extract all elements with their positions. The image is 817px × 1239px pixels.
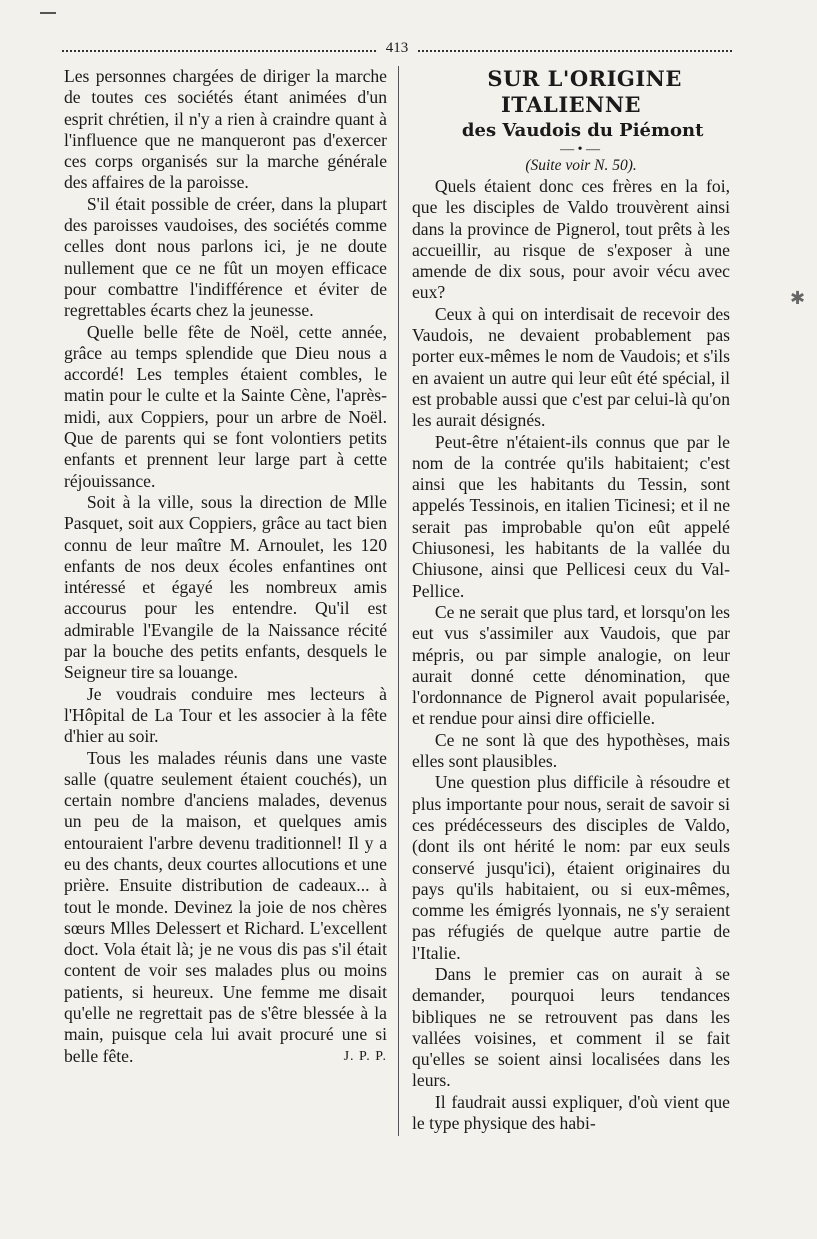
title-separator: — • — — [560, 142, 601, 157]
continuation-note: (Suite voir N. 50). — [525, 157, 637, 174]
left-paragraph: Les personnes chargées de diriger la marche de toutes ces sociétés étant animées d'un esprit chrétien, il n'y a rien à craindre quant à l'influence que ne manqueront pas d'exercer ces corps organisés sur la marche générale des affaires de la paroisse. — [64, 66, 387, 193]
right-paragraph: Ce ne serait que plus tard, et lorsqu'on les eut vus s'assimiler aux Vaudois, que par mépris, ou par simple analogie, on leur aurait donné cette dénomination, que l'ordonnance de Pignerol avait popularisée, et rendue pour ainsi dire officielle. — [412, 601, 730, 729]
left-paragraph-last — [64, 748, 387, 1067]
left-column — [64, 66, 387, 1067]
left-paragraph: Je voudrais conduire mes lecteurs à l'Hôpital de La Tour et les associer à la fête d'hier au soir. — [64, 683, 387, 747]
right-paragraph: Quels étaient donc ces frères en la foi, que les disciples de Valdo trouvèrent ainsi dans la province de Pignerol, tout prêts à les accueillir, au risque de s'exposer à une amende de dix sous, pour avoir vécu avec eux? — [412, 176, 730, 303]
right-column — [412, 66, 730, 1134]
left-paragraph-text: Tous les malades réunis dans une vaste salle (quatre seulement étaient couchés), un certain nombre d'anciens malades, devenus un peu de la maison, et quelques amis entouraient l'arbre devenu traditionnel! Il y a eu des chants, deux courtes allocutions et une prière. Ensuite distribution de cadeaux... à tout le monde. Devinez la joie de nos chères sœurs Mlles Delessert et Richard. L'excellent doct. Vola était là; je ne vous dis pas s'il était content de voir ses malades plus ou moins patients, si heureux. Une femme me disait qu'elle ne regrettait pas de s'être blessée à la main, puisque cela lui avait procuré une si belle fête. — [64, 747, 387, 1066]
scan-speck: ✱ — [790, 288, 806, 309]
left-paragraph: Soit à la ville, sous la direction de Mlle Pasquet, soit aux Coppiers, grâce au tact bien connu de leur maître M. Arnoulet, les 120 enfants de nos deux écoles enfantines ont intéressé et égayé les nombreux amis accourus pour les entendre. Qu'il est admirable l'Evangile de la Naissance récité par la bouche des petits enfants, desquels le Seigneur tire sa louange. — [64, 491, 387, 683]
signature: J. P. P. — [343, 1048, 387, 1064]
header-rule-left — [62, 50, 376, 52]
article-title: SUR L'ORIGINE ITALIENNE — [487, 66, 682, 117]
right-paragraph: Une question plus difficile à résoudre et plus importante pour nous, serait de savoir si ces prédécesseurs des disciples de Valdo, (dont ils ont hérité le nom: par eux seuls conservé jusqu'ici), étaient originaires du pays qu'ils habitaient, ou si eux-mêmes, comme les émigrés lyonnais, ne s'y seraient pas réfugiés de quelque autre partie de l'Italie. — [412, 772, 730, 963]
right-paragraph: Dans le premier cas on aurait à se demander, pourquoi leurs tendances bibliques ne se retrouvent pas dans les vallées voisines, et comment il se fait qu'elles se soient ainsi localisées dans les leurs. — [412, 963, 730, 1091]
page-header — [62, 42, 732, 58]
column-divider — [398, 66, 399, 1136]
right-paragraph: Il faudrait aussi expliquer, d'où vient que le type physique des habi- — [412, 1091, 730, 1134]
scan-mark — [40, 12, 56, 14]
left-paragraph: Quelle belle fête de Noël, cette année, grâce au temps splendide que Dieu nous a accordé! Les temples étaient combles, le matin pour le culte et la Sainte Cène, l'après-midi, aux Coppiers, pour un arbre de Noël. Que de parents qui se font volontiers petits enfants et prennent leur large part à cette réjouissance. — [64, 321, 387, 491]
right-paragraph: Ceux à qui on interdisait de recevoir des Vaudois, ne devaient probablement pas porter eux-mêmes le nom de Vaudois; et s'ils en avaient un autre qui leur eût été spécial, il est probable aussi que c'est par celui-là qu'on les aurait désignés. — [412, 303, 730, 431]
right-paragraph: Peut-être n'étaient-ils connus que par le nom de la contrée qu'ils habitaient; c'est ainsi que les habitants du Tessin, sont appelés Tessinois, en italien Ticinesi; et il ne serait pas improbable qu'on eût appelé Chiusonesi, les habitants de la vallée du Chiusone, ainsi que Pellicesi ceux du Val-Pellice. — [412, 431, 730, 601]
right-paragraph: Ce ne sont là que des hypothèses, mais elles sont plausibles. — [412, 729, 730, 772]
left-paragraph: S'il était possible de créer, dans la plupart des paroisses vaudoises, des sociétés comme celles dont nous parlons ici, je ne doute nullement que ce ne fût un moyen efficace pour combattre l'indifférence et éviter de regrettables écarts chez la jeunesse. — [64, 193, 387, 321]
article-subtitle: des Vaudois du Piémont — [461, 120, 704, 141]
page-number: 413 — [385, 40, 409, 56]
header-rule-right — [418, 50, 732, 52]
